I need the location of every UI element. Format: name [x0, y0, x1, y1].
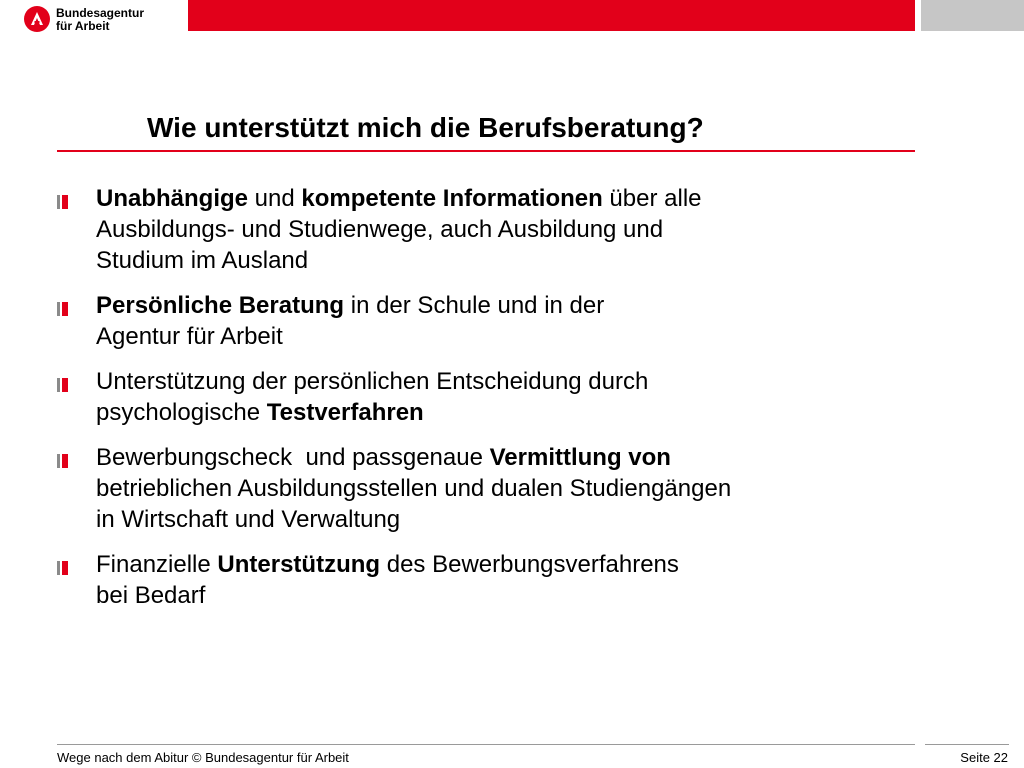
page-number: Seite 22 [960, 750, 1008, 765]
bullet-line [96, 183, 877, 214]
bullet-line [96, 214, 877, 245]
text-segment: Finanzielle [96, 551, 218, 578]
bullet-marker-icon [57, 561, 68, 575]
bullet-line [96, 442, 877, 473]
text-segment: des Bewerbungsverfahrens [380, 551, 679, 578]
bullet-line [96, 366, 877, 397]
bold-segment: Testverfahren [266, 399, 424, 426]
bullet-line [96, 397, 877, 428]
logo-line-2: für Arbeit [56, 19, 110, 33]
header-grey-bar [921, 0, 1024, 31]
ba-logo [24, 4, 184, 36]
footer-divider [57, 744, 915, 745]
bullet-line [96, 290, 877, 321]
text-segment: bei Bedarf [96, 582, 206, 609]
text-segment: und [248, 185, 302, 212]
text-segment: Agentur für Arbeit [96, 323, 283, 350]
bullet-list [57, 183, 877, 625]
text-segment: in der Schule und in der [344, 292, 605, 319]
bullet-line [96, 549, 877, 580]
text-segment: Bewerbungscheck und passgenaue [96, 444, 490, 471]
bullet-marker-icon [57, 302, 68, 316]
bold-segment: Vermittlung von [489, 444, 671, 471]
bold-segment: kompetente Informationen [301, 185, 603, 212]
bullet-marker-icon [57, 378, 68, 392]
logo-wordmark [56, 7, 144, 33]
bullet-marker-icon [57, 454, 68, 468]
text-segment: über alle [602, 185, 702, 212]
text-segment: Unterstützung der persönlichen Entscheidung durch [96, 368, 649, 395]
header-red-bar [188, 0, 915, 31]
logo-line-1: Bundesagentur [56, 6, 145, 20]
bullet-item [57, 442, 877, 535]
bullet-line [96, 580, 877, 611]
bold-segment: Persönliche Beratung [96, 292, 345, 319]
slide-title: Wie unterstützt mich die Berufsberatung? [147, 112, 704, 143]
footer-divider-right [925, 744, 1009, 745]
bullet-item [57, 183, 877, 276]
bold-segment: Unterstützung [217, 551, 381, 578]
title-underline [57, 150, 915, 152]
bullet-item [57, 549, 877, 611]
ba-logo-icon [24, 6, 50, 32]
bullet-line [96, 473, 877, 504]
text-segment: betrieblichen Ausbildungsstellen und dualen Studiengängen [96, 475, 732, 502]
text-segment: Ausbildungs- und Studienwege, auch Ausbildung und [96, 216, 664, 243]
bold-segment: Unabhängige [96, 185, 249, 212]
footer-text: Wege nach dem Abitur © Bundesagentur für Arbeit [57, 750, 349, 765]
bullet-line [96, 321, 877, 352]
bullet-item [57, 290, 877, 352]
text-segment: in Wirtschaft und Verwaltung [96, 506, 401, 533]
bullet-item [57, 366, 877, 428]
bullet-marker-icon [57, 195, 68, 209]
text-segment: psychologische [96, 399, 267, 426]
bullet-line [96, 504, 877, 535]
text-segment: Studium im Ausland [96, 247, 309, 274]
bullet-line [96, 245, 877, 276]
